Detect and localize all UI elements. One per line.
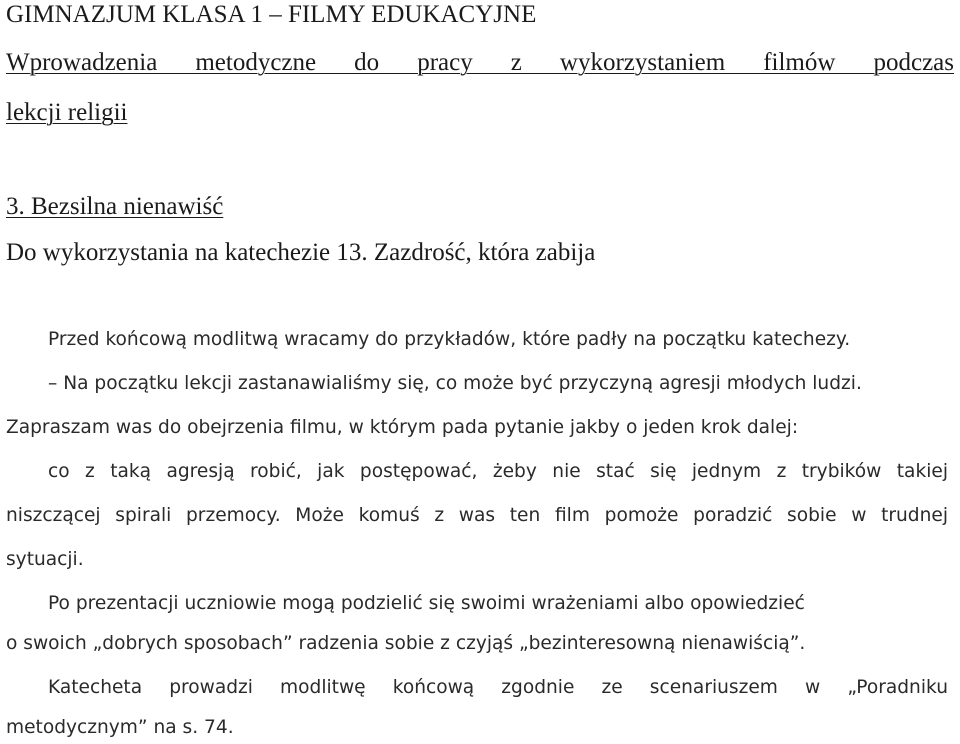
paragraph-presentation-line-2: o swoich „dobrych sposobach” radzenia sobie z czyjąś „bezinteresowną nienawiścią”. xyxy=(6,633,806,654)
paragraph-intro: Przed końcową modlitwą wracamy do przykładów, które padły na początku katechezy. xyxy=(48,329,851,350)
lesson-title: 3. Bezsilna nienawiść xyxy=(6,193,224,220)
paragraph-question-line-2: niszczącej spirali przemocy. Może komuś z was ten film pomoże poradzić sobie w trudnej xyxy=(6,505,948,526)
paragraph-question-line-3: sytuacji. xyxy=(6,549,84,570)
document-subtitle-line-1: Wprowadzenia metodyczne do pracy z wykorzystaniem filmów podczas xyxy=(6,49,954,76)
paragraph-question-line-1: co z taką agresją robić, jak postępować, żeby nie stać się jednym z trybików takiej xyxy=(48,461,948,482)
lesson-usage-note: Do wykorzystania na katechezie 13. Zazdrość, która zabija xyxy=(6,239,596,266)
document-subtitle-line-2: lekcji religii xyxy=(6,99,128,126)
paragraph-closing-line-2: metodycznym” na s. 74. xyxy=(6,717,234,738)
paragraph-invitation: Zapraszam was do obejrzenia filmu, w którym pada pytanie jakby o jeden krok dalej: xyxy=(6,417,799,438)
document-title: GIMNAZJUM KLASA 1 – FILMY EDUKACYJNE xyxy=(6,1,537,28)
dash-list-item: – Na początku lekcji zastanawialiśmy się, co może być przyczyną agresji młodych ludzi. xyxy=(48,373,862,394)
paragraph-presentation-line-1: Po prezentacji uczniowie mogą podzielić się swoimi wrażeniami albo opowiedzieć xyxy=(48,593,805,614)
paragraph-closing-line-1: Katecheta prowadzi modlitwę końcową zgodnie ze scenariuszem w „Poradniku xyxy=(48,677,948,698)
